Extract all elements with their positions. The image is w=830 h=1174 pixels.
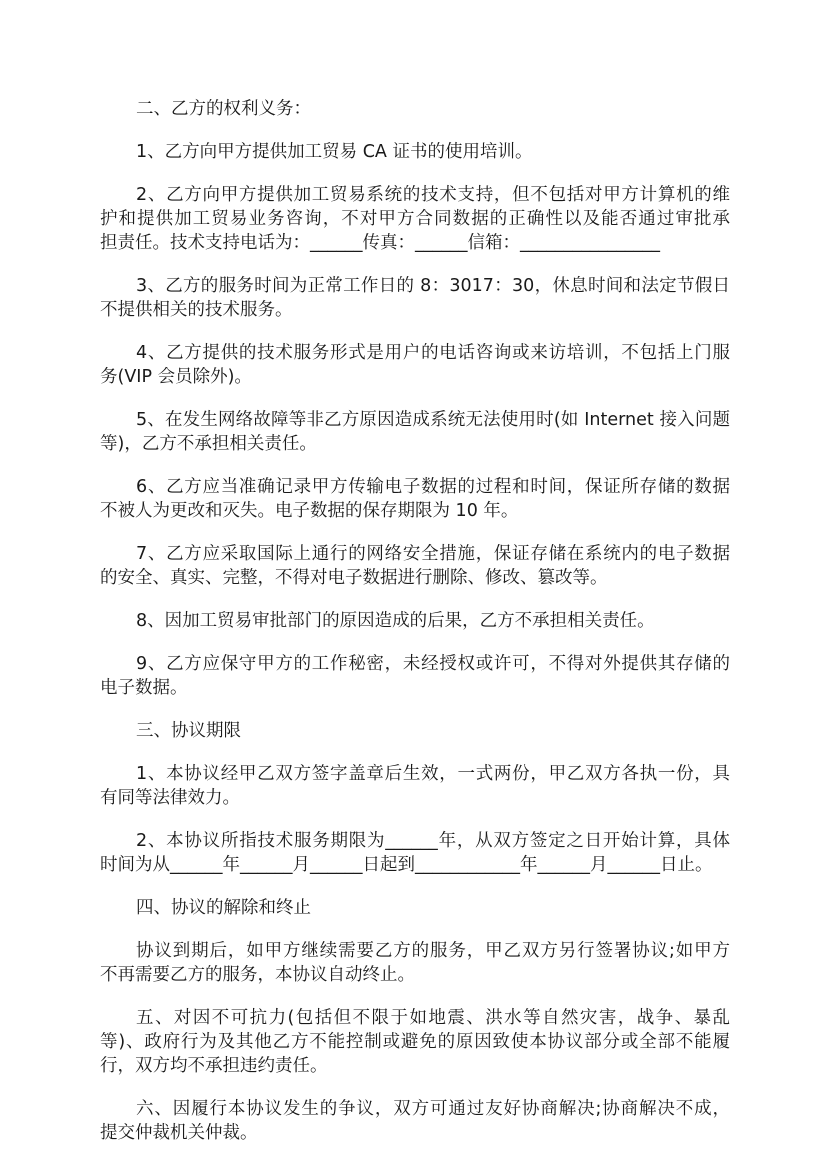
paragraph [100,719,730,743]
paragraph-line: 有同等法律效力。 [100,788,240,808]
paragraph-line: 不再需要乙方的服务，本协议自动终止。 [100,965,415,985]
paragraph-line: 4、乙方提供的技术服务形式是用户的电话咨询或来访培训，不包括上门服 [136,343,730,363]
paragraph-line: 担责任。技术支持电话为：______传真：______信箱：________________ [100,233,660,253]
paragraph-line: 1、本协议经甲乙双方签字盖章后生效，一式两份，甲乙双方各执一份，具 [136,764,730,784]
paragraph-line: 三、协议期限 [136,721,241,741]
paragraph-line: 电子数据。 [100,678,188,698]
paragraph [100,896,730,920]
paragraph-line: 四、协议的解除和终止 [136,898,311,918]
paragraph-line: 不提供相关的技术服务。 [100,300,293,320]
paragraph-line: 行，双方均不承担违约责任。 [100,1056,328,1076]
paragraph-line: 5、在发生网络故障等非乙方原因造成系统无法使用时(如 Internet 接入问题 [136,410,730,430]
paragraph-line: 不被人为更改和灭失。电子数据的保存期限为 10 年。 [100,501,519,521]
paragraph [100,1006,730,1078]
paragraph-line: 3、乙方的服务时间为正常工作日的 8：3017：30，休息时间和法定节假日 [136,276,730,296]
paragraph-line: 2、本协议所指技术服务期限为______年，从双方签定之日开始计算，具体 [136,831,730,851]
paragraph [100,97,730,121]
paragraph-line: 8、因加工贸易审批部门的原因造成的后果，乙方不承担相关责任。 [136,611,655,631]
paragraph [100,183,730,255]
paragraph [100,829,730,877]
paragraph-line: 时间为从______年______月______日起到____________年______月______日止。 [100,855,713,875]
paragraph [100,140,730,164]
paragraph [100,652,730,700]
paragraph-line: 的安全、真实、完整，不得对电子数据进行删除、修改、篡改等。 [100,568,608,588]
paragraph-line: 二、乙方的权利义务： [136,99,311,119]
paragraph [100,274,730,322]
paragraph-line: 护和提供加工贸易业务咨询，不对甲方合同数据的正确性以及能否通过审批承 [100,209,730,229]
paragraph-line: 务(VIP 会员除外)。 [100,367,252,387]
paragraph [100,542,730,590]
paragraph-line: 2、乙方向甲方提供加工贸易系统的技术支持，但不包括对甲方计算机的维 [136,185,730,205]
paragraph-line: 9、乙方应保守甲方的工作秘密，未经授权或许可，不得对外提供其存储的 [136,654,730,674]
paragraph-line: 等)、政府行为及其他乙方不能控制或避免的原因致使本协议部分或全部不能履 [100,1032,730,1052]
document-body [100,97,730,1164]
paragraph [100,475,730,523]
paragraph-line: 1、乙方向甲方提供加工贸易 CA 证书的使用培训。 [136,142,533,162]
paragraph [100,762,730,810]
paragraph-line: 六、因履行本协议发生的争议，双方可通过友好协商解决;协商解决不成， [136,1099,730,1119]
paragraph-line: 等)，乙方不承担相关责任。 [100,434,317,454]
paragraph-line: 提交仲裁机关仲裁。 [100,1123,258,1143]
paragraph [100,341,730,389]
paragraph [100,408,730,456]
paragraph [100,1097,730,1145]
paragraph [100,939,730,987]
paragraph-line: 6、乙方应当准确记录甲方传输电子数据的过程和时间，保证所存储的数据 [136,477,730,497]
paragraph-line: 协议到期后，如甲方继续需要乙方的服务，甲乙双方另行签署协议;如甲方 [136,941,730,961]
paragraph [100,609,730,633]
paragraph-line: 五、对因不可抗力(包括但不限于如地震、洪水等自然灾害，战争、暴乱 [136,1008,730,1028]
paragraph-line: 7、乙方应采取国际上通行的网络安全措施，保证存储在系统内的电子数据 [136,544,730,564]
